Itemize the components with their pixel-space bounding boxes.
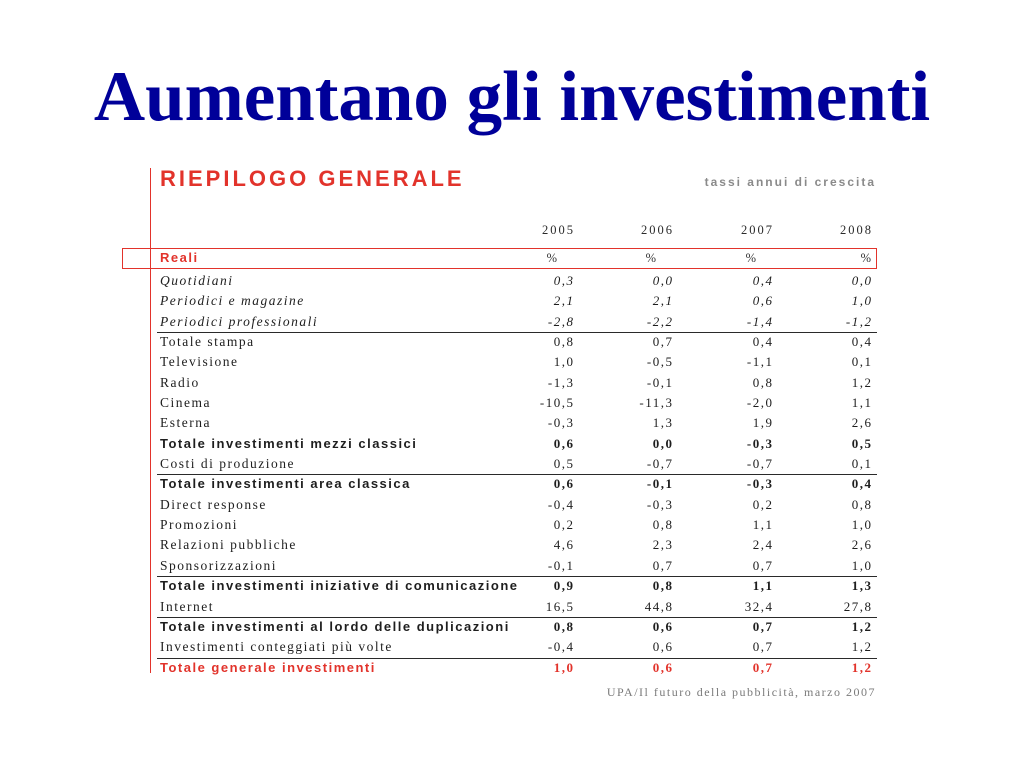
- value-cell-2005: -0,3: [547, 415, 575, 431]
- value-cell-2006: 0,8: [652, 578, 674, 594]
- value-cell-2007: 2,4: [752, 537, 774, 553]
- row-label: Radio: [160, 374, 200, 390]
- value-cell-2005: -0,1: [547, 557, 575, 573]
- value-cell-2008: 1,2: [851, 618, 873, 634]
- header-spacer: [157, 220, 514, 240]
- table-subheading: tassi annui di crescita: [704, 175, 876, 189]
- row-label: Televisione: [160, 354, 239, 370]
- table-row: [157, 454, 877, 474]
- value-cell-2007: -1,4: [746, 313, 774, 329]
- value-cell-2008: 1,3: [851, 578, 873, 594]
- row-label: Totale investimenti iniziative di comunicazione: [160, 578, 519, 594]
- unit-row-label: Reali: [160, 250, 199, 265]
- unit-cell: %: [860, 251, 873, 265]
- value-cell-2008: 0,4: [851, 476, 873, 492]
- value-cell-2006: -2,2: [646, 313, 674, 329]
- value-cell-2006: 0,0: [652, 435, 674, 451]
- value-cell-2006: -0,1: [646, 476, 674, 492]
- row-label: Totale investimenti al lordo delle duplicazioni: [160, 618, 510, 634]
- value-cell-2008: 1,0: [851, 557, 873, 573]
- value-cell-2008: 1,0: [851, 293, 873, 309]
- year-header: 2006: [641, 223, 674, 237]
- table-body: [157, 271, 877, 678]
- value-cell-2007: -2,0: [746, 394, 774, 410]
- value-cell-2007: -0,3: [746, 476, 774, 492]
- value-cell-2007: 0,4: [752, 333, 774, 349]
- value-cell-2007: 1,9: [752, 415, 774, 431]
- value-cell-2008: -1,2: [845, 313, 873, 329]
- table-row: [157, 535, 877, 555]
- value-cell-2005: -1,3: [547, 374, 575, 390]
- row-separator: [157, 658, 877, 659]
- row-label: Totale investimenti area classica: [160, 476, 411, 492]
- value-cell-2007: -0,7: [746, 456, 774, 472]
- subtotal-row: [157, 474, 877, 494]
- value-cell-2008: 0,0: [851, 272, 873, 288]
- value-cell-2008: 0,1: [851, 354, 873, 370]
- year-header: 2005: [542, 223, 575, 237]
- value-cell-2007: 32,4: [744, 598, 774, 614]
- table-row: [157, 393, 877, 413]
- value-cell-2005: 4,6: [553, 537, 575, 553]
- row-label: Esterna: [160, 415, 211, 431]
- value-cell-2006: -0,5: [646, 354, 674, 370]
- value-cell-2008: 27,8: [843, 598, 873, 614]
- table-row: [157, 291, 877, 311]
- row-separator: [157, 474, 877, 475]
- row-label: Internet: [160, 598, 214, 614]
- subtotal-row: [157, 434, 877, 454]
- value-cell-2006: 44,8: [644, 598, 674, 614]
- row-label: Periodici e magazine: [160, 293, 305, 309]
- unit-cell: %: [546, 251, 559, 265]
- value-cell-2007: 1,1: [752, 517, 774, 533]
- value-cell-2005: -0,4: [547, 639, 575, 655]
- year-header: 2008: [840, 223, 873, 237]
- value-cell-2005: 0,3: [553, 272, 575, 288]
- value-cell-2007: 0,7: [752, 639, 774, 655]
- row-label: Totale generale investimenti: [160, 659, 376, 675]
- source-note: UPA/Il futuro della pubblicità, marzo 2007: [606, 685, 876, 699]
- value-cell-2008: 2,6: [851, 537, 873, 553]
- table-row: [157, 515, 877, 535]
- slide-title: Aumentano gli investimenti: [93, 58, 931, 136]
- value-cell-2006: -0,7: [646, 456, 674, 472]
- value-cell-2008: 0,8: [851, 496, 873, 512]
- subtotal-row: [157, 576, 877, 596]
- column-header-row: [157, 220, 877, 240]
- value-cell-2006: 0,0: [652, 272, 674, 288]
- value-cell-2008: 0,1: [851, 456, 873, 472]
- value-cell-2005: 0,8: [553, 333, 575, 349]
- value-cell-2005: 0,5: [553, 456, 575, 472]
- value-cell-2007: 1,1: [752, 578, 774, 594]
- unit-cell: %: [645, 251, 658, 265]
- table-row: [157, 637, 877, 657]
- subtotal-row: [157, 617, 877, 637]
- value-cell-2006: 0,7: [652, 333, 674, 349]
- value-cell-2005: 0,6: [553, 435, 575, 451]
- value-cell-2006: 0,7: [652, 557, 674, 573]
- value-cell-2007: 0,4: [752, 272, 774, 288]
- row-label: Promozioni: [160, 517, 238, 533]
- value-cell-2008: 1,1: [851, 394, 873, 410]
- value-cell-2006: -0,3: [646, 496, 674, 512]
- table-row: [157, 271, 877, 291]
- row-label: Totale investimenti mezzi classici: [160, 435, 418, 451]
- row-label: Totale stampa: [160, 333, 255, 349]
- value-cell-2008: 2,6: [851, 415, 873, 431]
- table-row: [157, 495, 877, 515]
- grand-total-row: [157, 658, 877, 678]
- table-accent-rule: [150, 168, 151, 673]
- table-row: [157, 312, 877, 332]
- value-cell-2006: -0,1: [646, 374, 674, 390]
- value-cell-2005: 1,0: [553, 354, 575, 370]
- value-cell-2006: 0,6: [652, 639, 674, 655]
- value-cell-2008: 0,4: [851, 333, 873, 349]
- value-cell-2005: 0,2: [553, 517, 575, 533]
- table-row: [157, 556, 877, 576]
- row-label: Quotidiani: [160, 272, 234, 288]
- value-cell-2008: 1,0: [851, 517, 873, 533]
- value-cell-2006: 0,6: [652, 659, 674, 675]
- value-cell-2007: -1,1: [746, 354, 774, 370]
- value-cell-2005: 2,1: [553, 293, 575, 309]
- value-cell-2007: 0,7: [752, 618, 774, 634]
- value-cell-2008: 1,2: [851, 659, 873, 675]
- value-cell-2005: -0,4: [547, 496, 575, 512]
- year-header: 2007: [741, 223, 774, 237]
- table-row: [157, 332, 877, 352]
- value-cell-2006: 1,3: [652, 415, 674, 431]
- value-cell-2007: 0,7: [752, 557, 774, 573]
- value-cell-2005: -2,8: [547, 313, 575, 329]
- value-cell-2006: 0,8: [652, 517, 674, 533]
- value-cell-2005: 0,8: [553, 618, 575, 634]
- unit-row: [157, 248, 877, 268]
- row-label: Periodici professionali: [160, 313, 319, 329]
- value-cell-2007: 0,2: [752, 496, 774, 512]
- row-label: Investimenti conteggiati più volte: [160, 639, 393, 655]
- table-row: [157, 597, 877, 617]
- summary-table: [157, 220, 877, 678]
- value-cell-2005: -10,5: [539, 394, 575, 410]
- row-separator: [157, 617, 877, 618]
- table-row: [157, 352, 877, 372]
- value-cell-2005: 0,6: [553, 476, 575, 492]
- table-row: [157, 373, 877, 393]
- value-cell-2006: 2,1: [652, 293, 674, 309]
- value-cell-2007: -0,3: [746, 435, 774, 451]
- value-cell-2005: 16,5: [545, 598, 575, 614]
- value-cell-2005: 0,9: [553, 578, 575, 594]
- row-separator: [157, 332, 877, 333]
- value-cell-2006: -11,3: [639, 394, 674, 410]
- row-label: Sponsorizzazioni: [160, 557, 277, 573]
- value-cell-2007: 0,8: [752, 374, 774, 390]
- row-label: Relazioni pubbliche: [160, 537, 297, 553]
- value-cell-2008: 1,2: [851, 374, 873, 390]
- value-cell-2005: 1,0: [553, 659, 575, 675]
- value-cell-2006: 2,3: [652, 537, 674, 553]
- value-cell-2007: 0,6: [752, 293, 774, 309]
- table-heading: RIEPILOGO GENERALE: [160, 166, 465, 191]
- row-label: Direct response: [160, 496, 267, 512]
- table-row: [157, 413, 877, 433]
- unit-cell: %: [745, 251, 758, 265]
- row-label: Costi di produzione: [160, 456, 295, 472]
- row-separator: [157, 576, 877, 577]
- value-cell-2008: 1,2: [851, 639, 873, 655]
- row-label: Cinema: [160, 394, 211, 410]
- value-cell-2007: 0,7: [752, 659, 774, 675]
- value-cell-2008: 0,5: [851, 435, 873, 451]
- value-cell-2006: 0,6: [652, 618, 674, 634]
